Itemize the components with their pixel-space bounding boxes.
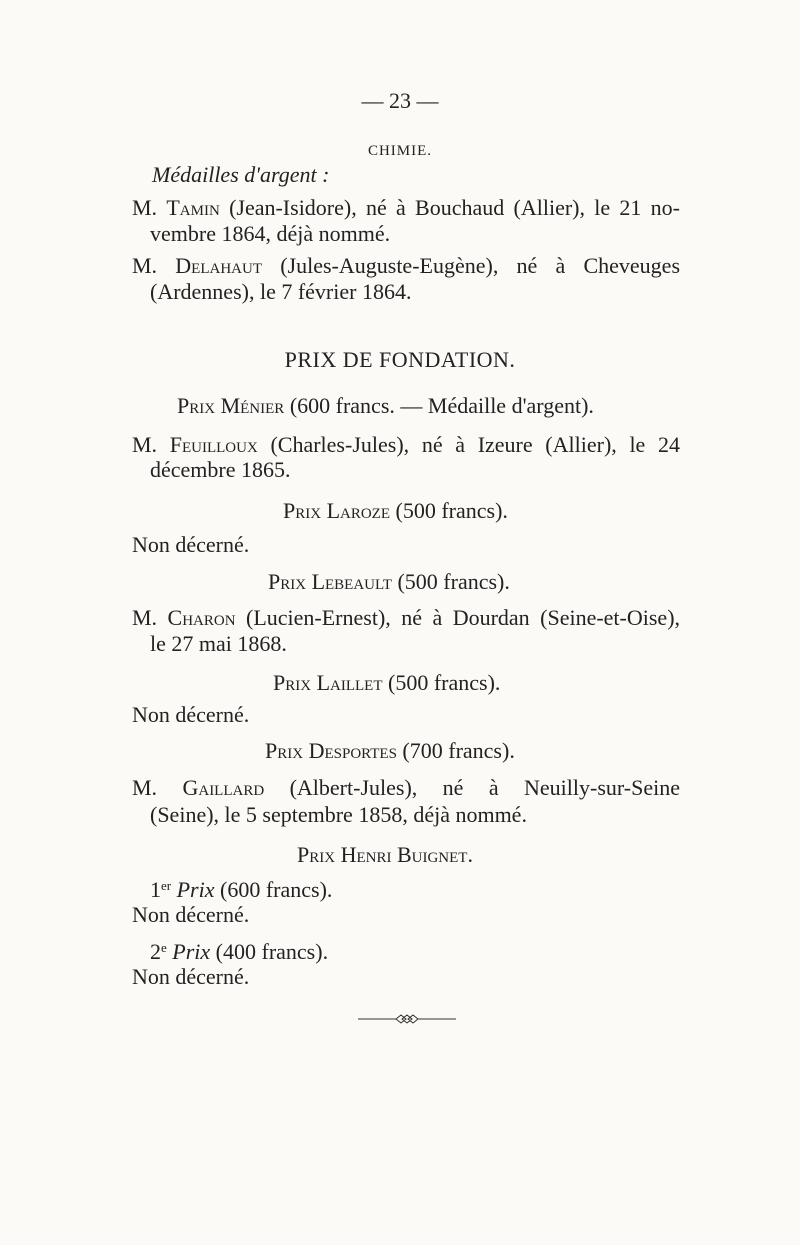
premier-prix-line: 1er Prix (600 francs). [150,877,333,902]
entry-feuilloux-line2: décembre 1865. [150,457,291,482]
entry-feuilloux-line1: M. Feuilloux (Charles-Jules), né à Izeure (Allier), le 24 [132,432,680,457]
person-name: Feuilloux [169,432,258,457]
entry-delahaut-line1: M. Delahaut (Jules-Auguste-Eugène), né à Cheveuges [132,253,681,278]
entry-charon-line2: le 27 mai 1868. [150,631,287,656]
premier-prix-result: Non décerné. [132,902,250,927]
prix-desportes-heading: Prix Desportes (700 francs). [265,738,515,763]
person-name: Charon [167,605,236,630]
person-name: Gaillard [182,775,265,800]
entry-charon-line1: M. Charon (Lucien-Ernest), né à Dourdan (Seine-et-Oise), [132,605,681,630]
second-prix-line: 2e Prix (400 francs). [150,939,329,964]
page-number: — 23 — [361,88,439,113]
laillet-result: Non décerné. [132,702,250,727]
person-name: Delahaut [175,253,262,278]
second-prix-result: Non décerné. [132,964,250,989]
entry-gaillard-line1: M. Gaillard (Albert-Jules), né à Neuilly-sur-Seine [132,775,680,800]
laroze-result: Non décerné. [132,532,250,557]
prix-buignet-heading: Prix Henri Buignet. [297,842,473,867]
entry-delahaut-line2: (Ardennes), le 7 février 1864. [150,279,412,304]
prix-lebeault-heading: Prix Lebeault (500 francs). [268,569,510,594]
person-name: Tamin [166,195,220,220]
entry-gaillard-line2: (Seine), le 5 septembre 1858, déjà nommé. [150,802,527,827]
prix-menier-heading: Prix Ménier (600 francs. — Médaille d'argent). [177,393,594,418]
prix-laroze-heading: Prix Laroze (500 francs). [283,498,508,523]
ornament-separator [358,1013,456,1025]
entry-tamin-line2: vembre 1864, déjà nommé. [150,221,391,246]
medailles-heading: Médailles d'argent : [152,162,330,187]
prix-laillet-heading: Prix Laillet (500 francs). [273,670,501,695]
entry-tamin-line1: M. Tamin (Jean-Isidore), né à Bouchaud (Allier), le 21 no- [132,195,681,220]
prix-fondation-heading: PRIX DE FONDATION. [284,347,516,372]
section-title: CHIMIE. [367,143,433,159]
